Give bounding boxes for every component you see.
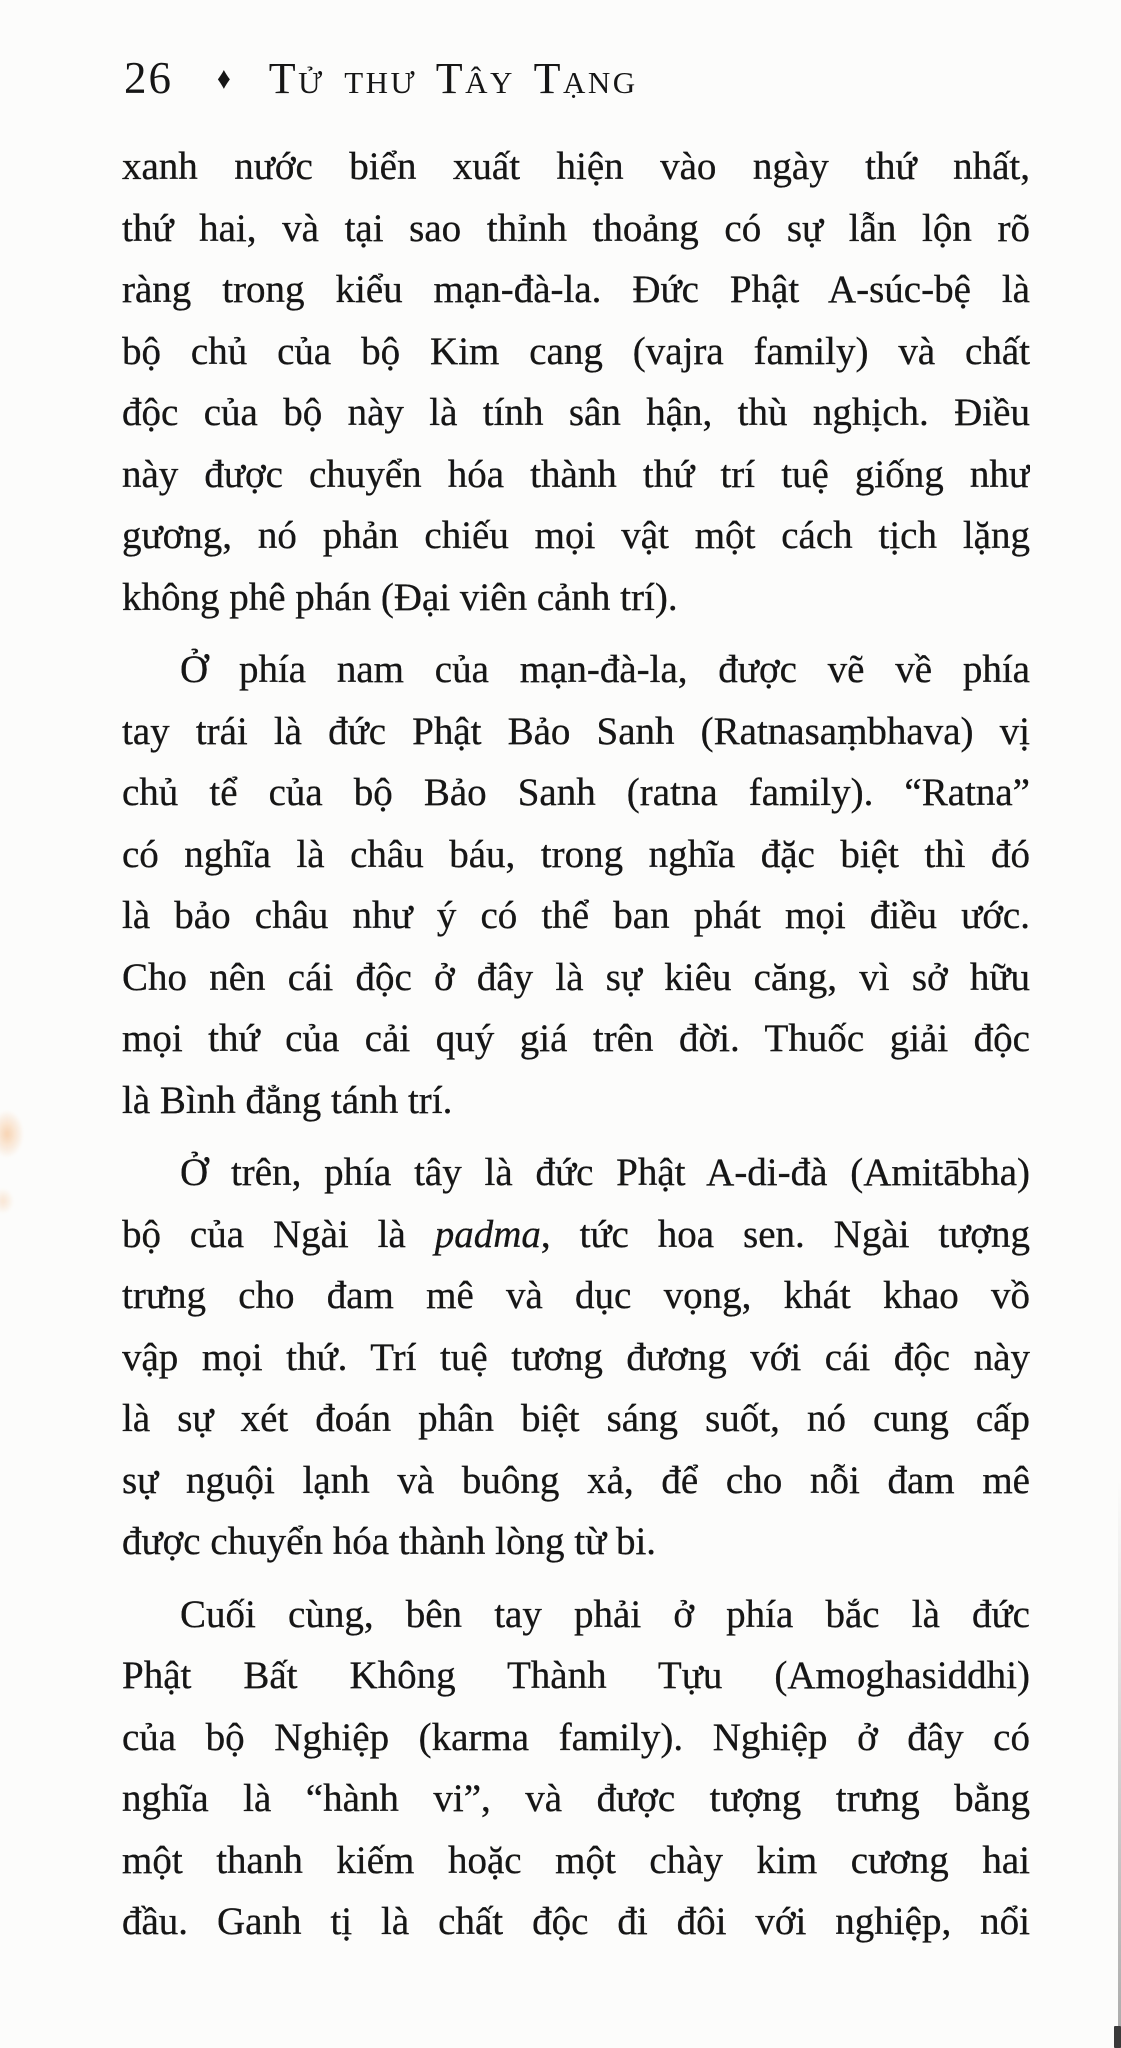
text-line: là Bình đẳng tánh trí. <box>122 1078 453 1122</box>
text-line: mọi thứ của cải quý giá trên đời. Thuốc giải độc <box>122 1017 1030 1060</box>
paragraph <box>122 136 1030 628</box>
text-line: bộ chủ của bộ Kim cang (vajra family) và chất <box>122 329 1030 373</box>
text-line: là sự xét đoán phân biệt sáng suốt, nó cung cấp <box>122 1397 1030 1440</box>
text-line: là bảo châu như ý có thể ban phát mọi điều ước. <box>122 894 1030 937</box>
text-line: không phê phán (Đại viên cảnh trí). <box>122 575 678 619</box>
text-line: sự nguội lạnh và buông xả, để cho nỗi đam mê <box>122 1458 1030 1502</box>
text-line: nghĩa là “hành vi”, và được tượng trưng bằng <box>122 1777 1030 1820</box>
text-line: này được chuyển hóa thành thứ trí tuệ giống như <box>122 452 1030 496</box>
diamond-separator-icon: ♦ <box>217 60 231 96</box>
paragraph <box>122 639 1030 1131</box>
text-line: trưng cho đam mê và dục vọng, khát khao vồ <box>122 1274 1030 1317</box>
text-line: độc của bộ này là tính sân hận, thù nghịch. Điều <box>122 391 1030 434</box>
page-number: 26 <box>124 53 173 103</box>
page-body <box>122 136 1030 1953</box>
text-line: Cuối cùng, bên tay phải ở phía bắc là đức <box>180 1592 1030 1636</box>
text-line: chủ tể của bộ Bảo Sanh (ratna family). “Ratna” <box>122 771 1030 814</box>
scan-corner-mark <box>1114 2026 1121 2048</box>
text-line: Ở trên, phía tây là đức Phật A-di-đà (Amitābha) <box>180 1151 1030 1194</box>
text-line: Phật Bất Không Thành Tựu (Amoghasiddhi) <box>122 1654 1030 1697</box>
text-line: xanh nước biển xuất hiện vào ngày thứ nhất, <box>122 145 1030 188</box>
text-line: của bộ Nghiệp (karma family). Nghiệp ở đây có <box>122 1715 1030 1759</box>
text-line: thứ hai, và tại sao thỉnh thoảng có sự lẫn lộn rõ <box>122 206 1030 250</box>
text-line: Ở phía nam của mạn-đà-la, được vẽ về phía <box>180 648 1030 691</box>
running-header <box>124 53 638 103</box>
text-line: bộ của Ngài là padma, tức hoa sen. Ngài tượng <box>122 1212 1030 1256</box>
text-line: Cho nên cái độc ở đây là sự kiêu căng, vì sở hữu <box>122 955 1030 999</box>
scan-smudge <box>0 1110 24 1158</box>
text-line: có nghĩa là châu báu, trong nghĩa đặc biệt thì đó <box>122 832 1030 876</box>
text-line: tay trái là đức Phật Bảo Sanh (Ratnasaṃbhava) vị <box>122 709 1030 753</box>
text-line: vập mọi thứ. Trí tuệ tương đương với cái độc này <box>122 1335 1030 1379</box>
paragraph <box>122 1142 1030 1573</box>
text-line: một thanh kiếm hoặc một chày kim cương hai <box>122 1838 1030 1882</box>
running-header-title: Tử thư Tây Tạng <box>268 53 638 103</box>
text-line: được chuyển hóa thành lòng từ bi. <box>122 1520 657 1563</box>
text-line: ràng trong kiểu mạn-đà-la. Đức Phật A-súc-bệ là <box>122 268 1030 311</box>
text-line: đầu. Ganh tị là chất độc đi đôi với nghiệp, nổi <box>122 1900 1030 1943</box>
scan-smudge <box>0 1188 14 1214</box>
text-line: gương, nó phản chiếu mọi vật một cách tịch lặng <box>122 514 1030 557</box>
paragraph <box>122 1584 1030 1953</box>
